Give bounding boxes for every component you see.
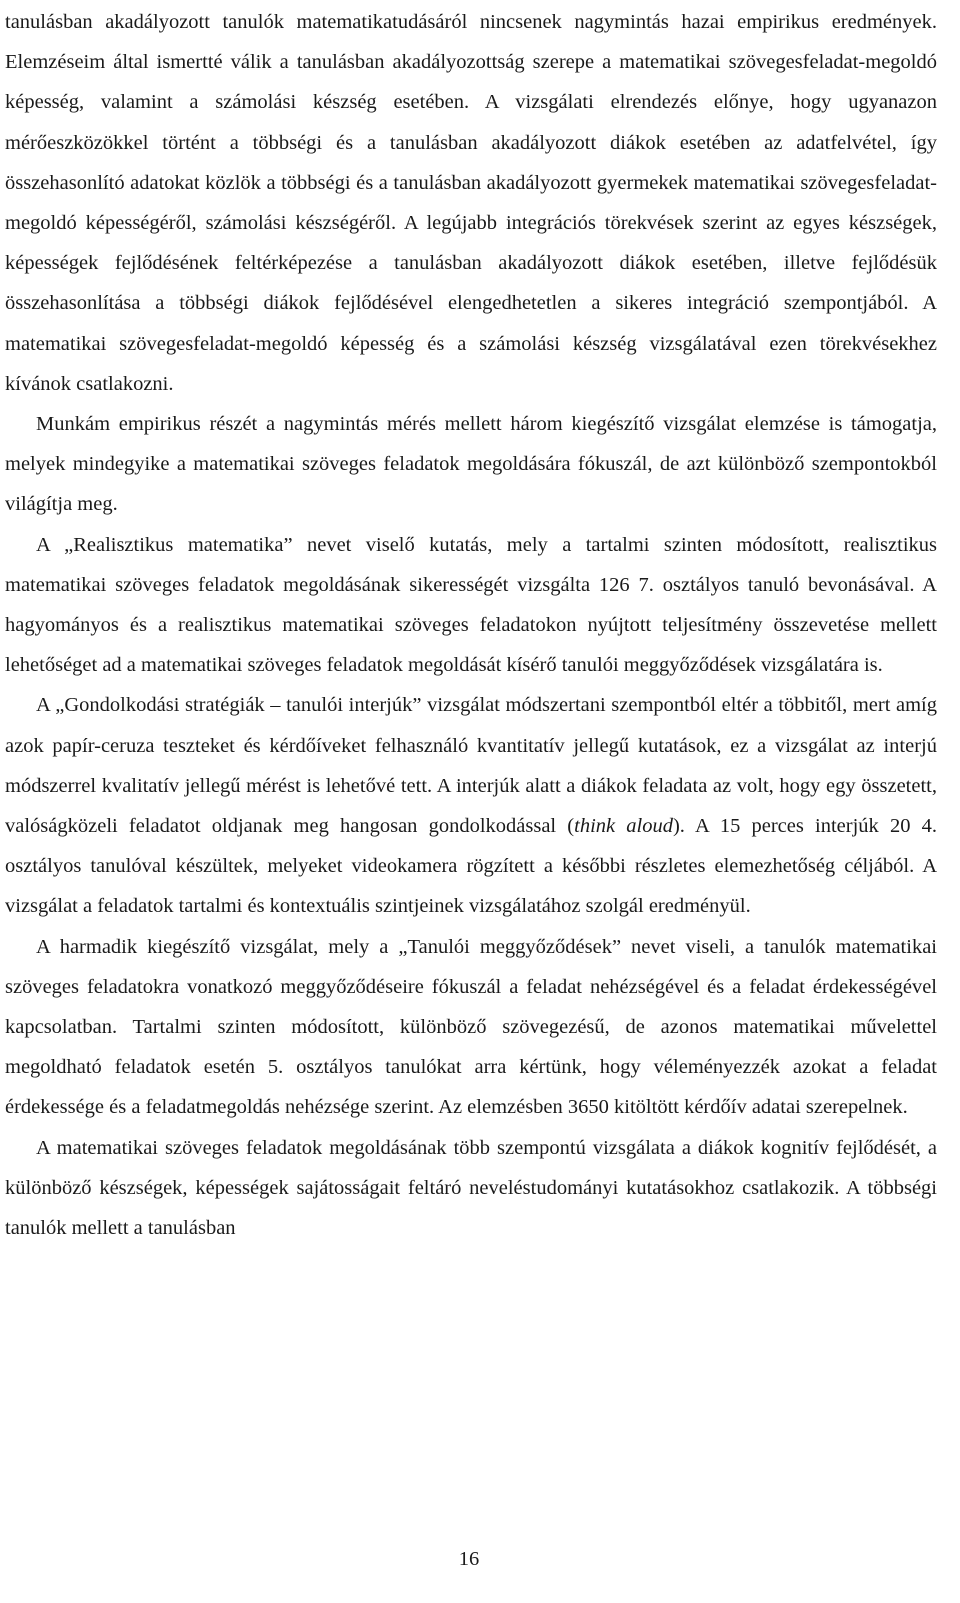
paragraph: [5, 525, 937, 686]
text-segment: A „Realisztikus matematika” nevet viselő kutatás, mely a tartalmi szinten módosított, realisztikus matematikai szöveges feladatok megoldásának sikerességét vizsgálta 126 7. osztályos tanuló bevonásával. A hagyományos és a realisztikus matematikai szöveges feladatokon nyújtott teljesítmény összevetése mellett lehetőséget ad a matematikai szöveges feladatok megoldását kísérő tanulói meggyőződések vizsgálatára is.: [5, 533, 937, 677]
paragraph: [5, 404, 937, 525]
italic-term: think aloud: [574, 815, 673, 838]
paragraph: [5, 1128, 937, 1249]
text-segment: ). A 15 perces interjúk 20 4. osztályos tanulóval készültek, melyeket videokamera rögzített a későbbi részletes elemezhetőség céljából. A vizsgálat a feladatok tartalmi és kontextuális szintjeinek vizsgálatához szolgál eredményül.: [5, 815, 937, 918]
text-segment: A „Gondolkodási stratégiák – tanulói interjúk” vizsgálat módszertani szempontból eltér a többitől, mert amíg azok papír-ceruza teszteket és kérdőíveket felhasználó kvantitatív jellegű kutatások, ez a vizsgálat az interjú módszerrel kvalitatív jellegű mérést is lehetővé tett. A interjúk alatt a diákok feladata az volt, hogy egy összetett, valóságközeli feladatot oldjanak meg hangosan gondolkodással (: [5, 694, 937, 838]
text-segment: tanulásban akadályozott tanulók matematikatudásáról nincsenek nagymintás hazai empirikus eredmények. Elemzéseim által ismertté válik a tanulásban akadályozottság szerepe a matematikai szövegesfeladat-megoldó képesség, valamint a számolási készség esetében. A vizsgálati elrendezés előnye, hogy ugyanazon mérőeszközökkel történt a többségi és a tanulásban akadályozott diákok esetében az adatfelvétel, így összehasonlító adatokat közlök a többségi és a tanulásban akadályozott gyermekek matematikai szövegesfeladat-megoldó képességéről, számolási készségéről. A legújabb integrációs törekvések szerint az egyes készségek, képességek fejlődésének feltérképezése a tanulásban akadályozott diákok esetében, illetve fejlődésük összehasonlítása a többségi diákok fejlődésével elengedhetetlen a sikeres integráció szempontjából. A matematikai szövegesfeladat-megoldó képesség és a számolási készség vizsgálatával ezen törekvésekhez kívánok csatlakozni.: [5, 11, 937, 395]
paragraph: [5, 2, 937, 404]
page-number: 16: [458, 1548, 480, 1570]
text-segment: Munkám empirikus részét a nagymintás mérés mellett három kiegészítő vizsgálat elemzése is támogatja, melyek mindegyike a matematikai szöveges feladatok megoldására fókuszál, de azt különböző szempontokból világítja meg.: [5, 413, 937, 516]
text-segment: A matematikai szöveges feladatok megoldásának több szempontú vizsgálata a diákok kognitív fejlődését, a különböző készségek, képességek sajátosságait feltáró neveléstudományi kutatásokhoz csatlakozik. A többségi tanulók mellett a tanulásban: [5, 1136, 937, 1240]
body-text: [5, 2, 937, 1248]
paragraph: [5, 927, 937, 1128]
text-segment: A harmadik kiegészítő vizsgálat, mely a „Tanulói meggyőződések” nevet viseli, a tanulók matematikai szöveges feladatokra vonatkozó meggyőződéseire fókuszál a feladat nehézségével és a feladat érdekességével kapcsolatban. Tartalmi szinten módosított, különböző szövegezésű, de azonos matematikai művelettel megoldható feladatok esetén 5. osztályos tanulókat arra kértünk, hogy véleményezzék azokat a feladat érdekessége és a feladatmegoldás nehézsége szerint. Az elemzésben 3650 kitöltött kérdőív adatai szerepelnek.: [5, 935, 937, 1119]
paragraph: [5, 685, 937, 926]
